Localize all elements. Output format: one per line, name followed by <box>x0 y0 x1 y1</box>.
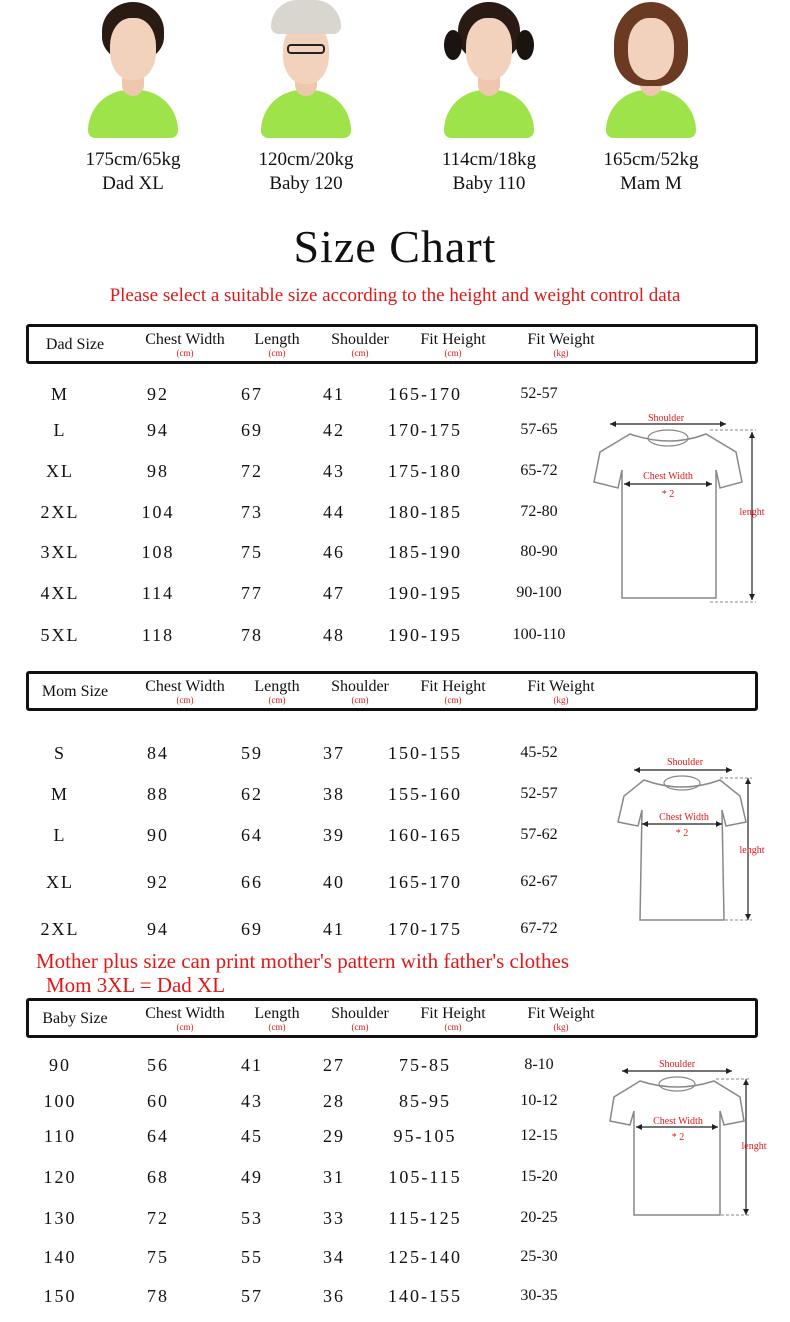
table-cell: 56 <box>147 1055 169 1075</box>
column-label: Shoulder <box>331 331 389 348</box>
table-row <box>0 623 600 647</box>
table-cell: 140 <box>43 1247 77 1267</box>
table-cell: 90 <box>49 1055 71 1075</box>
table-cell: 64 <box>241 825 263 845</box>
model-size: Mam M <box>620 173 682 194</box>
shoulder-label: Shoulder <box>658 1059 696 1070</box>
column-unit: (cm) <box>351 695 369 705</box>
table-cell: 94 <box>147 919 169 939</box>
table-cell: 100 <box>43 1091 77 1111</box>
table-cell: 140-155 <box>388 1286 462 1306</box>
table-cell: 10-12 <box>520 1092 558 1109</box>
table-cell: 37 <box>323 743 345 763</box>
table-row <box>0 1124 600 1148</box>
table-cell: 190-195 <box>388 583 462 603</box>
column-unit: (kg) <box>553 348 569 358</box>
column-label: Fit Weight <box>527 331 595 348</box>
table-cell: 175-180 <box>388 461 462 481</box>
table-cell: 49 <box>241 1167 263 1187</box>
table-cell: 39 <box>323 825 345 845</box>
table-row <box>0 823 600 847</box>
column-unit: (cm) <box>176 348 194 358</box>
table-row <box>0 1284 600 1308</box>
table-cell: 27 <box>323 1055 345 1075</box>
tshirt-outline <box>594 434 742 598</box>
table-cell: 110 <box>43 1126 77 1146</box>
table-cell: 115-125 <box>388 1208 462 1228</box>
table-cell: 52-57 <box>520 385 558 402</box>
model-dad <box>53 0 213 196</box>
table-row <box>0 1089 600 1113</box>
mom-photo <box>596 0 706 140</box>
table-cell: 75-85 <box>399 1055 451 1075</box>
model-size: Baby 110 <box>452 173 526 194</box>
table-cell: 155-160 <box>388 784 462 804</box>
table-cell: 2XL <box>40 919 80 939</box>
model-photos <box>0 0 790 210</box>
baby-size-header <box>26 998 758 1038</box>
plus-size-note: Mother plus size can print mother's pattern with father's clothes <box>36 949 570 973</box>
column-header <box>39 337 111 353</box>
column-label: Shoulder <box>331 1005 389 1022</box>
table-cell: 25-30 <box>520 1248 558 1265</box>
table-cell: 64 <box>147 1126 169 1146</box>
table-cell: 72-80 <box>520 503 558 520</box>
table-row <box>0 1206 600 1230</box>
table-cell: 190-195 <box>388 625 462 645</box>
table-cell: 47 <box>323 583 345 603</box>
table-cell: 90 <box>147 825 169 845</box>
column-unit: (cm) <box>176 1022 194 1032</box>
table-cell: L <box>53 420 67 440</box>
table-cell: 75 <box>241 542 263 562</box>
table-cell: 42 <box>323 420 345 440</box>
tshirt-outline <box>610 1081 744 1215</box>
table-row <box>0 1053 600 1077</box>
column-unit: (kg) <box>553 1022 569 1032</box>
table-cell: 41 <box>323 919 345 939</box>
column-label: Mom Size <box>41 683 109 700</box>
model-size: Dad XL <box>102 173 164 194</box>
table-row <box>0 382 600 406</box>
table-cell: 28 <box>323 1091 345 1111</box>
table-cell: 43 <box>323 461 345 481</box>
table-cell: 29 <box>323 1126 345 1146</box>
table-row <box>0 870 600 894</box>
table-cell: 52-57 <box>520 785 558 802</box>
column-unit: (kg) <box>553 695 569 705</box>
table-cell: 118 <box>141 625 175 645</box>
column-unit: (cm) <box>176 695 194 705</box>
table-cell: 59 <box>241 743 263 763</box>
table-cell: 5XL <box>40 625 80 645</box>
column-header <box>501 1006 621 1033</box>
dad-photo <box>78 0 188 140</box>
model-stats: 114cm/18kg <box>441 149 537 170</box>
table-cell: M <box>50 384 69 404</box>
table-cell: 31 <box>323 1167 345 1187</box>
table-cell: 120 <box>43 1167 77 1187</box>
table-cell: 78 <box>147 1286 169 1306</box>
model-mom <box>571 0 731 196</box>
table-row <box>0 917 600 941</box>
table-cell: 34 <box>323 1247 345 1267</box>
table-cell: 114 <box>141 583 175 603</box>
column-header <box>39 684 111 700</box>
table-row <box>0 459 600 483</box>
table-cell: 185-190 <box>388 542 462 562</box>
dad-tshirt-diagram <box>590 408 780 613</box>
table-cell: 20-25 <box>520 1209 558 1226</box>
shoulder-label: Shoulder <box>647 413 685 424</box>
table-cell: 57 <box>241 1286 263 1306</box>
table-cell: 67-72 <box>520 920 558 937</box>
column-header <box>39 1011 111 1027</box>
table-row <box>0 540 600 564</box>
table-cell: 150-155 <box>388 743 462 763</box>
table-cell: 69 <box>241 420 263 440</box>
table-cell: 41 <box>241 1055 263 1075</box>
table-cell: 94 <box>147 420 169 440</box>
table-cell: 165-170 <box>388 384 462 404</box>
table-cell: 41 <box>323 384 345 404</box>
column-label: Length <box>254 678 300 695</box>
column-label: Dad Size <box>45 336 105 353</box>
table-cell: 78 <box>241 625 263 645</box>
size-instruction: Please select a suitable size according to the height and weight control data <box>109 285 681 306</box>
table-cell: 45 <box>241 1126 263 1146</box>
column-label: Fit Height <box>420 678 486 695</box>
chest-label: Chest Width <box>653 1116 703 1127</box>
column-header <box>501 332 621 359</box>
table-row <box>0 741 600 765</box>
table-cell: 80-90 <box>520 543 558 560</box>
table-cell: XL <box>46 872 74 892</box>
column-label: Length <box>254 1005 300 1022</box>
column-label: Fit Weight <box>527 1005 595 1022</box>
table-cell: 72 <box>241 461 263 481</box>
table-cell: 69 <box>241 919 263 939</box>
table-cell: 75 <box>147 1247 169 1267</box>
table-cell: 84 <box>147 743 169 763</box>
table-cell: 125-140 <box>388 1247 462 1267</box>
model-stats: 165cm/52kg <box>603 149 699 170</box>
table-cell: 170-175 <box>388 919 462 939</box>
table-cell: 44 <box>323 502 345 522</box>
table-cell: 57-62 <box>520 826 558 843</box>
table-row <box>0 581 600 605</box>
model-stats: 120cm/20kg <box>258 149 354 170</box>
table-cell: 90-100 <box>516 584 562 601</box>
table-cell: 33 <box>323 1208 345 1228</box>
table-cell: 57-65 <box>520 421 558 438</box>
table-cell: 12-15 <box>520 1127 558 1144</box>
table-row <box>0 1165 600 1189</box>
table-cell: 85-95 <box>399 1091 451 1111</box>
column-label: Fit Height <box>420 331 486 348</box>
table-cell: S <box>53 743 66 763</box>
table-cell: 165-170 <box>388 872 462 892</box>
table-cell: 92 <box>147 384 169 404</box>
table-cell: 40 <box>323 872 345 892</box>
table-cell: 43 <box>241 1091 263 1111</box>
chest-label: Chest Width <box>643 471 693 482</box>
column-label: Fit Height <box>420 1005 486 1022</box>
table-cell: 45-52 <box>520 744 558 761</box>
table-cell: 48 <box>323 625 345 645</box>
table-cell: 15-20 <box>520 1168 558 1185</box>
length-label: lenght <box>739 507 765 518</box>
mom-size-header <box>26 671 758 711</box>
baby-110-photo <box>434 0 544 140</box>
page-title: Size Chart <box>293 221 497 272</box>
column-label: Shoulder <box>331 678 389 695</box>
table-cell: 104 <box>141 502 175 522</box>
table-cell: 100-110 <box>512 626 566 643</box>
shoulder-label: Shoulder <box>666 757 704 768</box>
column-unit: (cm) <box>268 1022 286 1032</box>
column-label: Baby Size <box>42 1010 108 1027</box>
table-cell: 73 <box>241 502 263 522</box>
column-label: Chest Width <box>145 331 225 348</box>
table-cell: 38 <box>323 784 345 804</box>
tshirt-outline <box>618 780 746 920</box>
table-cell: 60 <box>147 1091 169 1111</box>
table-cell: 30-35 <box>520 1287 558 1304</box>
model-stats: 175cm/65kg <box>85 149 181 170</box>
table-cell: XL <box>46 461 74 481</box>
baby-120-photo <box>251 0 361 140</box>
table-cell: 36 <box>323 1286 345 1306</box>
model-size: Baby 120 <box>269 173 343 194</box>
length-label: lenght <box>739 845 765 856</box>
table-cell: 8-10 <box>524 1056 554 1073</box>
table-cell: 88 <box>147 784 169 804</box>
table-cell: 53 <box>241 1208 263 1228</box>
model-baby-120 <box>226 0 386 196</box>
table-cell: 3XL <box>40 542 80 562</box>
table-row <box>0 1245 600 1269</box>
table-cell: M <box>50 784 69 804</box>
column-unit: (cm) <box>351 348 369 358</box>
table-cell: 2XL <box>40 502 80 522</box>
table-cell: 72 <box>147 1208 169 1228</box>
table-cell: 98 <box>147 461 169 481</box>
table-row <box>0 500 600 524</box>
table-cell: 67 <box>241 384 263 404</box>
chest-multiplier: * 2 <box>661 489 675 500</box>
table-row <box>0 418 600 442</box>
table-cell: 130 <box>43 1208 77 1228</box>
table-cell: 108 <box>141 542 175 562</box>
table-cell: 77 <box>241 583 263 603</box>
table-cell: 55 <box>241 1247 263 1267</box>
model-baby-110 <box>409 0 569 196</box>
length-label: lenght <box>741 1141 767 1152</box>
table-cell: 46 <box>323 542 345 562</box>
table-cell: 4XL <box>40 583 80 603</box>
column-unit: (cm) <box>351 1022 369 1032</box>
chest-multiplier: * 2 <box>675 828 689 839</box>
column-label: Fit Weight <box>527 678 595 695</box>
column-unit: (cm) <box>444 348 462 358</box>
table-cell: 105-115 <box>388 1167 462 1187</box>
baby-tshirt-diagram <box>604 1055 784 1225</box>
dad-size-header <box>26 324 758 364</box>
chest-multiplier: * 2 <box>671 1132 685 1143</box>
table-cell: 95-105 <box>393 1126 457 1146</box>
size-equivalence-note: Mom 3XL = Dad XL <box>46 973 226 997</box>
table-cell: 160-165 <box>388 825 462 845</box>
table-cell: 92 <box>147 872 169 892</box>
table-cell: 170-175 <box>388 420 462 440</box>
column-label: Chest Width <box>145 1005 225 1022</box>
table-row <box>0 782 600 806</box>
chest-label: Chest Width <box>659 812 709 823</box>
column-header <box>501 679 621 706</box>
table-cell: 180-185 <box>388 502 462 522</box>
column-label: Length <box>254 331 300 348</box>
column-unit: (cm) <box>444 695 462 705</box>
table-cell: 62-67 <box>520 873 558 890</box>
table-cell: 62 <box>241 784 263 804</box>
table-cell: 66 <box>241 872 263 892</box>
column-unit: (cm) <box>268 695 286 705</box>
table-cell: 68 <box>147 1167 169 1187</box>
column-unit: (cm) <box>444 1022 462 1032</box>
table-cell: 65-72 <box>520 462 558 479</box>
table-cell: L <box>53 825 67 845</box>
table-cell: 150 <box>43 1286 77 1306</box>
mom-tshirt-diagram <box>612 752 782 927</box>
column-unit: (cm) <box>268 348 286 358</box>
column-label: Chest Width <box>145 678 225 695</box>
